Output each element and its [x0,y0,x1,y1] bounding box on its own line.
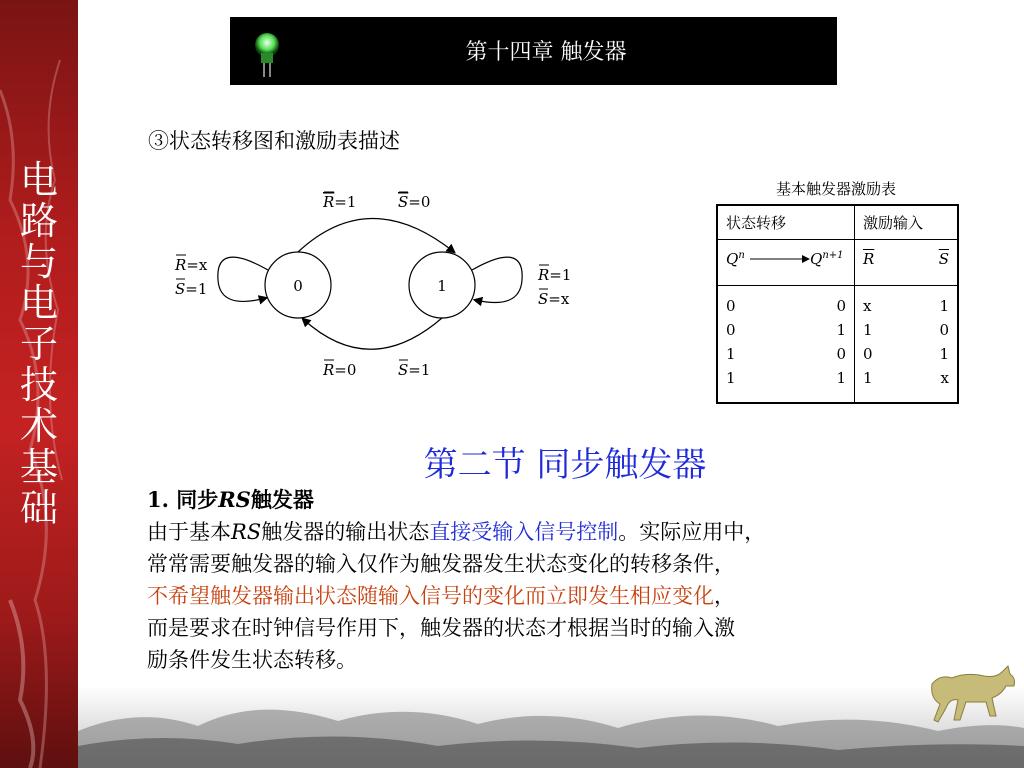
chapter-title: 第十四章 触发器 [465,40,627,65]
label-0-to-1 [322,192,430,211]
sidebar [0,0,78,768]
excitation-table [716,204,959,404]
highlight-no-immediate-change: 不希望触发器输出状态随输入信号的变化而立即发生相应变化 [147,584,714,608]
table-row: 1 1 [726,368,846,387]
table-row: 1 0 [863,320,949,339]
svg-text:R=1: R=1 [323,193,357,211]
label-loop-0 [174,255,208,298]
state-0-label: 0 [293,277,303,295]
ink-landscape-decoration [78,686,1024,768]
excitation-table-title: 基本触发器激励表 [775,180,896,198]
symbol-rs-cell [855,239,959,285]
course-title-char: 子 [19,322,58,366]
svg-text:S=1: S=1 [398,361,431,379]
state-1-label: 1 [437,277,447,295]
header-state-transition: 状态转移 [717,205,855,239]
course-title-char: 基 [19,445,58,489]
symbol-qn-sup: n [738,250,745,261]
course-title-char: 技 [19,363,58,407]
arrow-icon [750,253,810,265]
state-transition-diagram [170,180,580,390]
subheading: ③状态转移图和激励表描述 [148,129,400,153]
course-title-char: 电 [19,158,58,202]
course-title-char: 电 [19,281,58,325]
input-values [855,285,959,403]
course-title-char: 础 [19,486,58,530]
arc-1-to-0 [303,318,442,349]
chapter-header [230,17,837,85]
svg-text:R=x: R=x [175,256,208,274]
label-1-to-0 [322,360,430,379]
table-row: 1 x [863,368,949,387]
course-title-char: 术 [19,404,58,448]
arc-0-to-1 [298,219,454,253]
section-title: 第二节 同步触发器 [423,445,707,485]
svg-text:S=0: S=0 [398,193,431,211]
symbol-qn: Q [726,250,739,268]
symbol-q-cell [717,239,855,285]
svg-text:S=x: S=x [538,290,570,308]
table-header-row [717,205,958,239]
transition-values [717,285,855,403]
table-row: 0 0 [726,296,846,315]
table-row: x 1 [863,296,949,315]
highlight-direct-control: 直接受输入信号控制 [429,520,619,544]
symbol-s: $\overline{S}$ [938,250,949,268]
horse-icon [926,664,1022,726]
header-excitation-input: 激励输入 [855,205,959,239]
table-symbol-row [717,239,958,285]
svg-text:S=1: S=1 [175,280,208,298]
body-text [147,484,1007,676]
course-title-char: 路 [19,199,58,243]
symbol-qn1-sup: n+1 [822,250,844,261]
symbol-qn1: Q [810,250,823,268]
svg-text:R=1: R=1 [538,266,572,284]
svg-text:R=0: R=0 [323,361,357,379]
paragraph-line: 励条件发生状态转移。 [147,648,357,672]
label-loop-1 [537,265,571,308]
table-data-row [717,285,958,403]
course-title-char: 与 [19,240,58,284]
paragraph-line: 而是要求在时钟信号作用下，触发器的状态才根据当时的输入激 [147,616,735,640]
paragraph-heading: 1. 同步RS触发器 [147,487,314,512]
table-row: 1 0 [726,344,846,363]
table-row: 0 1 [726,320,846,339]
symbol-r: $\overline{R}$ [863,250,875,268]
paragraph-line: 由于基本RS触发器的输出状态直接受输入信号控制。实际应用中， [147,520,766,544]
paragraph-line: 不希望触发器输出状态随输入信号的变化而立即发生相应变化， [147,584,735,608]
loop-state-0 [218,257,268,301]
loop-state-1 [472,257,522,302]
table-row: 0 1 [863,344,949,363]
paragraph-line: 常常需要触发器的输入仅作为触发器发生状态变化的转移条件， [147,552,735,576]
